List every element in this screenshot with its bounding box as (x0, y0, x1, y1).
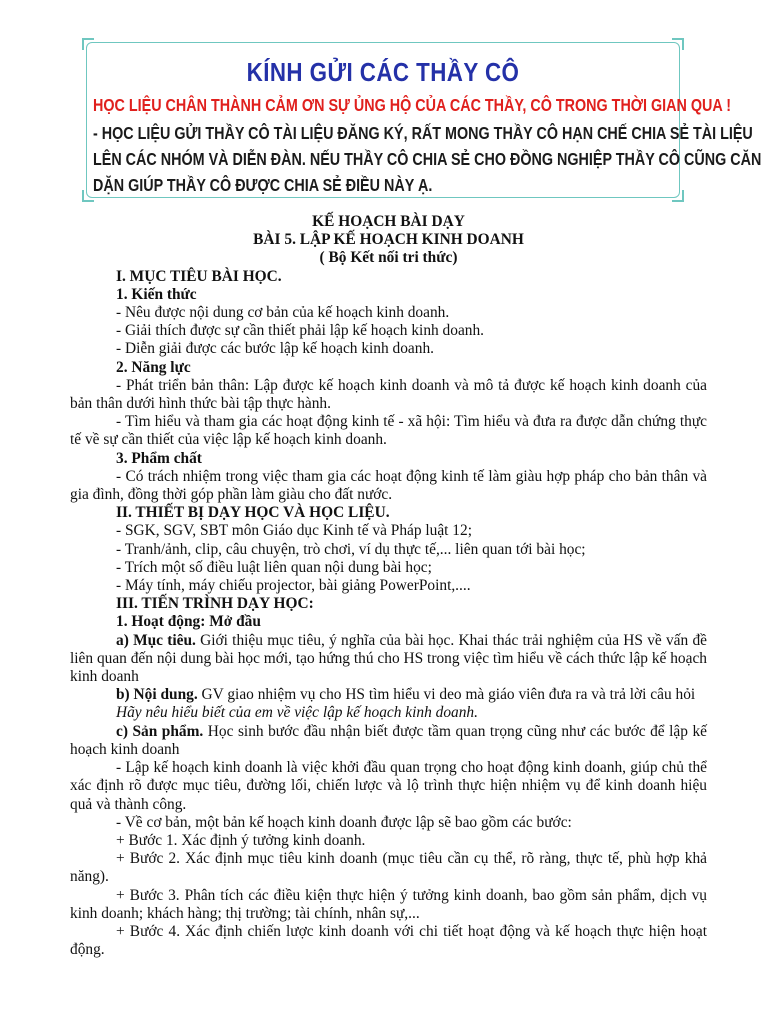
notice-banner (86, 42, 762, 198)
item-label: c) Sản phẩm. (116, 722, 204, 740)
subsection-heading: 1. Hoạt động: Mở đầu (116, 613, 261, 631)
item-label: b) Nội dung. (116, 686, 198, 704)
lesson-plan-document (70, 213, 707, 959)
paragraph (70, 686, 707, 704)
item-text: GV giao nhiệm vụ cho HS tìm hiểu vi deo mà giáo viên đưa ra và trả lời câu hỏi (197, 686, 696, 704)
banner-corner-ornament (672, 190, 684, 202)
subsection-heading: 1. Kiến thức (116, 285, 197, 303)
list-item: + Bước 3. Phân tích các điều kiện thực hiện ý tưởng kinh doanh, bao gồm sản phẩm, dịch vụ kinh doanh; khách hàng; thị trường; tài chính, nhân sự,... (70, 886, 707, 922)
lesson-title: BÀI 5. LẬP KẾ HOẠCH KINH DOANH (253, 231, 524, 249)
paragraph: - Tìm hiểu và tham gia các hoạt động kinh tế - xã hội: Tìm hiểu và đưa ra được dẫn chứng thực tế về sự cần thiết của việc lập kế hoạch kinh doanh. (70, 413, 707, 449)
book-series: ( Bộ Kết nối tri thức) (319, 249, 458, 267)
list-item: - Giải thích được sự cần thiết phải lập kế hoạch kinh doanh. (116, 322, 485, 340)
section-heading: I. MỤC TIÊU BÀI HỌC. (116, 267, 282, 285)
list-item: + Bước 1. Xác định ý tưởng kinh doanh. (116, 831, 366, 849)
subsection-heading: 2. Năng lực (116, 358, 191, 376)
list-item: - SGK, SGV, SBT môn Giáo dục Kinh tế và Pháp luật 12; (116, 522, 472, 540)
section-heading: III. TIẾN TRÌNH DẠY HỌC: (116, 595, 314, 613)
banner-notice-line: - HỌC LIỆU GỬI THẦY CÔ TÀI LIỆU ĐĂNG KÝ, RẤT MONG THẦY CÔ HẠN CHẾ CHIA SẺ TÀI LIỆU (93, 123, 753, 143)
banner-corner-ornament (82, 38, 94, 50)
item-label: a) Mục tiêu. (116, 631, 196, 649)
list-item: - Trích một số điều luật liên quan nội dung bài học; (116, 558, 432, 576)
banner-thanks-line: HỌC LIỆU CHÂN THÀNH CẢM ƠN SỰ ỦNG HỘ CỦA CÁC THẦY, CÔ TRONG THỜI GIAN QUA ! (93, 95, 732, 115)
paragraph (70, 632, 707, 687)
question-text: Hãy nêu hiểu biết của em về việc lập kế hoạch kinh doanh. (116, 704, 478, 722)
banner-notice-line: LÊN CÁC NHÓM VÀ DIỄN ĐÀN. NẾU THẦY CÔ CHIA SẺ CHO ĐỒNG NGHIỆP THẦY CÔ CŨNG CĂN (93, 149, 762, 169)
subsection-heading: 3. Phẩm chất (116, 449, 202, 467)
doc-title: KẾ HOẠCH BÀI DẠY (312, 213, 465, 230)
list-item: - Diễn giải được các bước lập kế hoạch kinh doanh. (116, 340, 435, 358)
paragraph: - Phát triển bản thân: Lập được kế hoạch kinh doanh và mô tả được kế hoạch kinh doanh của bản thân dưới hình thức bài tập thực hành. (70, 376, 707, 413)
banner-notice-line: DẶN GIÚP THẦY CÔ ĐƯỢC CHIA SẺ ĐIỀU NÀY Ạ. (93, 175, 433, 195)
list-item: - Tranh/ảnh, clip, câu chuyện, trò chơi, ví dụ thực tế,... liên quan tới bài học; (116, 540, 586, 558)
paragraph (70, 723, 707, 759)
list-item: + Bước 4. Xác định chiến lược kinh doanh với chi tiết hoạt động và kế hoạch thực hiện hoạt động. (70, 922, 707, 959)
item-text: Học sinh bước đầu nhận biết được tầm quan trọng cũng như các bước để lập kế hoạch kinh doanh (70, 722, 707, 758)
list-item: - Nêu được nội dung cơ bản của kế hoạch kinh doanh. (116, 304, 450, 322)
list-item: + Bước 2. Xác định mục tiêu kinh doanh (mục tiêu cần cụ thể, rõ ràng, thực tế, phù hợp khả năng). (70, 850, 707, 886)
banner-title: KÍNH GỬI CÁC THẦY CÔ (246, 57, 520, 87)
banner-corner-ornament (672, 38, 684, 50)
item-text: Giới thiệu mục tiêu, ý nghĩa của bài học. Khai thác trải nghiệm của HS về vấn đề liên quan đến nội dung bài học mới, tạo hứng thú cho HS trong việc tìm hiểu về cách thức lập kế hoạch kinh doanh (70, 631, 707, 686)
paragraph: - Có trách nhiệm trong việc tham gia các hoạt động kinh tế làm giàu hợp pháp cho bản thân và gia đình, đồng thời góp phần làm giàu cho đất nước. (70, 467, 707, 504)
list-item: - Máy tính, máy chiếu projector, bài giảng PowerPoint,.... (116, 577, 471, 595)
paragraph: - Lập kế hoạch kinh doanh là việc khởi đầu quan trọng cho hoạt động kinh doanh, giúp chủ thể xác định rõ được mục tiêu, đường lối, chiến lược và lộ trình thực hiện nhiệm vụ để kinh doanh hiệu quả và thành công. (70, 759, 707, 813)
section-heading: II. THIẾT BỊ DẠY HỌC VÀ HỌC LIỆU. (116, 504, 390, 522)
paragraph: - Về cơ bản, một bản kế hoạch kinh doanh được lập sẽ bao gồm các bước: (116, 813, 572, 831)
